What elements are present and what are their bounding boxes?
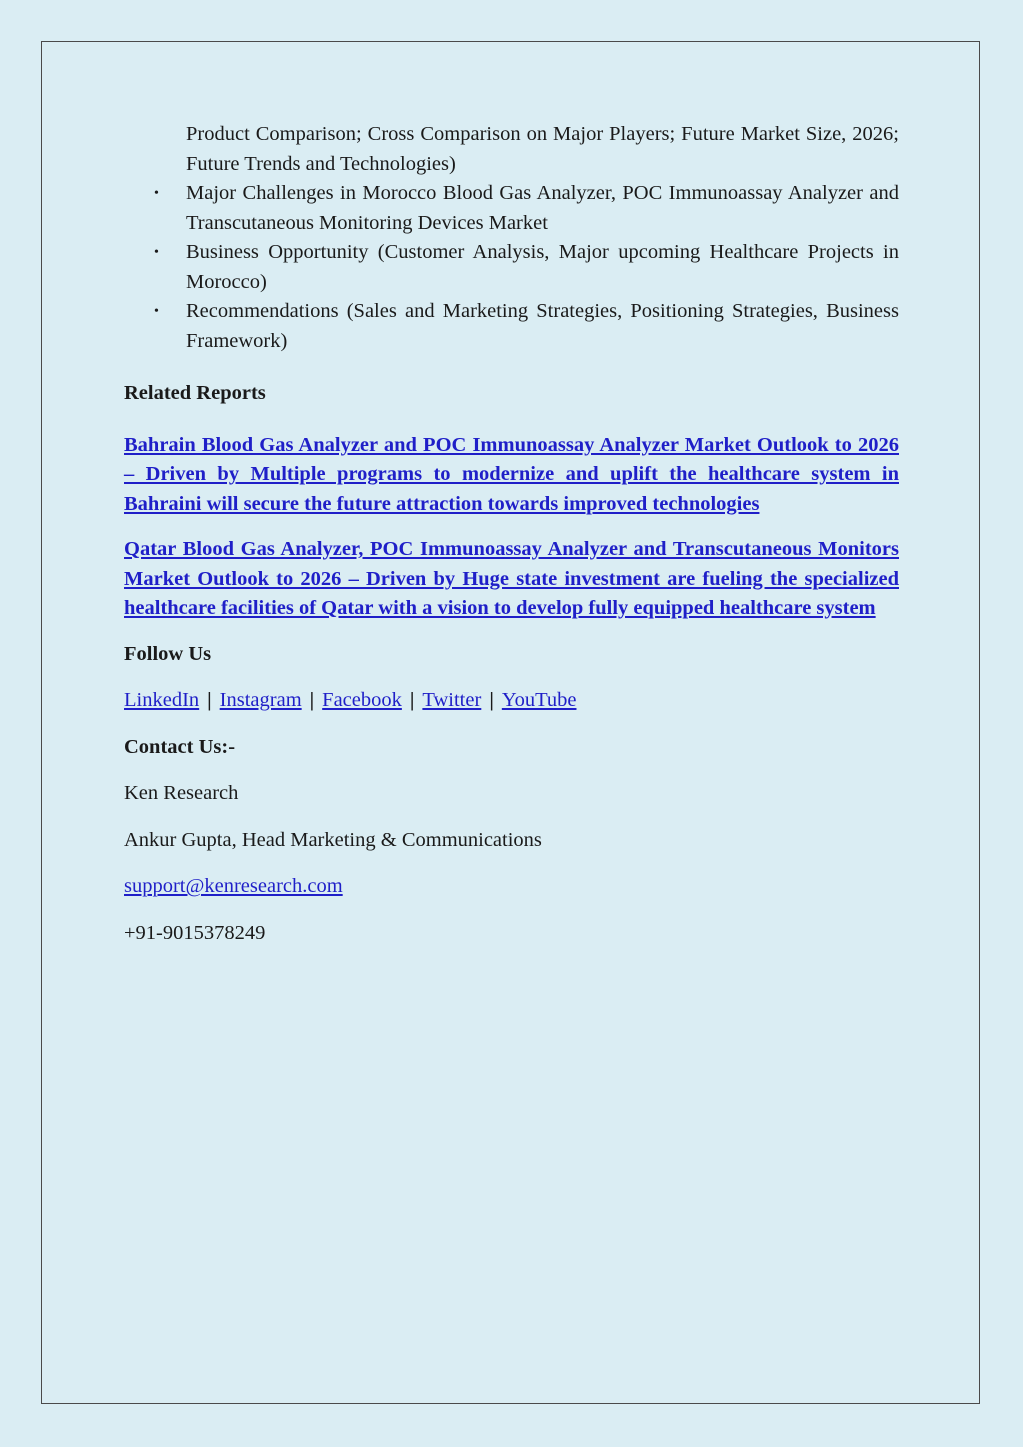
bullet-icon: • (154, 186, 159, 201)
bullet-text: Business Opportunity (Customer Analysis, Major upcoming Healthcare Projects in Morocco) (186, 241, 899, 293)
contact-phone: +91-9015378249 (124, 921, 266, 944)
bullet-item-recommendations (124, 297, 899, 356)
bullet-continuation-text: Product Comparison; Cross Comparison on Major Players; Future Market Size, 2026; Future Trends and Technologies) (186, 123, 899, 175)
related-reports-heading: Related Reports (124, 382, 266, 404)
instagram-link[interactable]: Instagram (219, 689, 302, 711)
company-name: Ken Research (124, 782, 239, 804)
bullet-icon: • (154, 245, 159, 260)
bullet-item-challenges (124, 179, 899, 238)
bullet-item-opportunity (124, 238, 899, 297)
link-separator: | (409, 689, 415, 711)
bullet-text: Recommendations (Sales and Marketing Strategies, Positioning Strategies, Business Framework) (186, 300, 899, 352)
contact-us-heading: Contact Us:- (124, 735, 236, 758)
twitter-link[interactable]: Twitter (422, 689, 482, 711)
follow-us-heading: Follow Us (124, 642, 212, 665)
related-report-link-bahrain[interactable]: Bahrain Blood Gas Analyzer and POC Immunoassay Analyzer Market Outlook to 2026 – Driven by Multiple programs to modernize and uplift the healthcare system in Bahraini will secure the future attraction towards improved technologies (124, 433, 899, 515)
email-link[interactable]: support@kenresearch.com (124, 875, 343, 897)
social-links-row (124, 686, 899, 716)
facebook-link[interactable]: Facebook (322, 689, 402, 711)
link-separator: | (207, 689, 212, 711)
link-separator: | (309, 689, 315, 711)
youtube-link[interactable]: YouTube (501, 689, 577, 711)
contact-email-line (124, 872, 899, 902)
bullet-text: Major Challenges in Morocco Blood Gas Analyzer, POC Immunoassay Analyzer and Transcutaneous Monitoring Devices Market (186, 182, 899, 234)
bullet-icon: • (154, 304, 159, 319)
contact-person: Ankur Gupta, Head Marketing & Communications (124, 828, 542, 851)
linkedin-link[interactable]: LinkedIn (124, 689, 200, 711)
link-separator: | (489, 689, 494, 711)
document-body (124, 120, 899, 948)
bullet-list (124, 179, 899, 356)
related-report-link-qatar[interactable]: Qatar Blood Gas Analyzer, POC Immunoassay Analyzer and Transcutaneous Monitors Market Outlook to 2026 – Driven by Huge state investment are fueling the specialized healthcare facilities of Qatar with a vision to develop fully equipped healthcare system (124, 538, 899, 619)
